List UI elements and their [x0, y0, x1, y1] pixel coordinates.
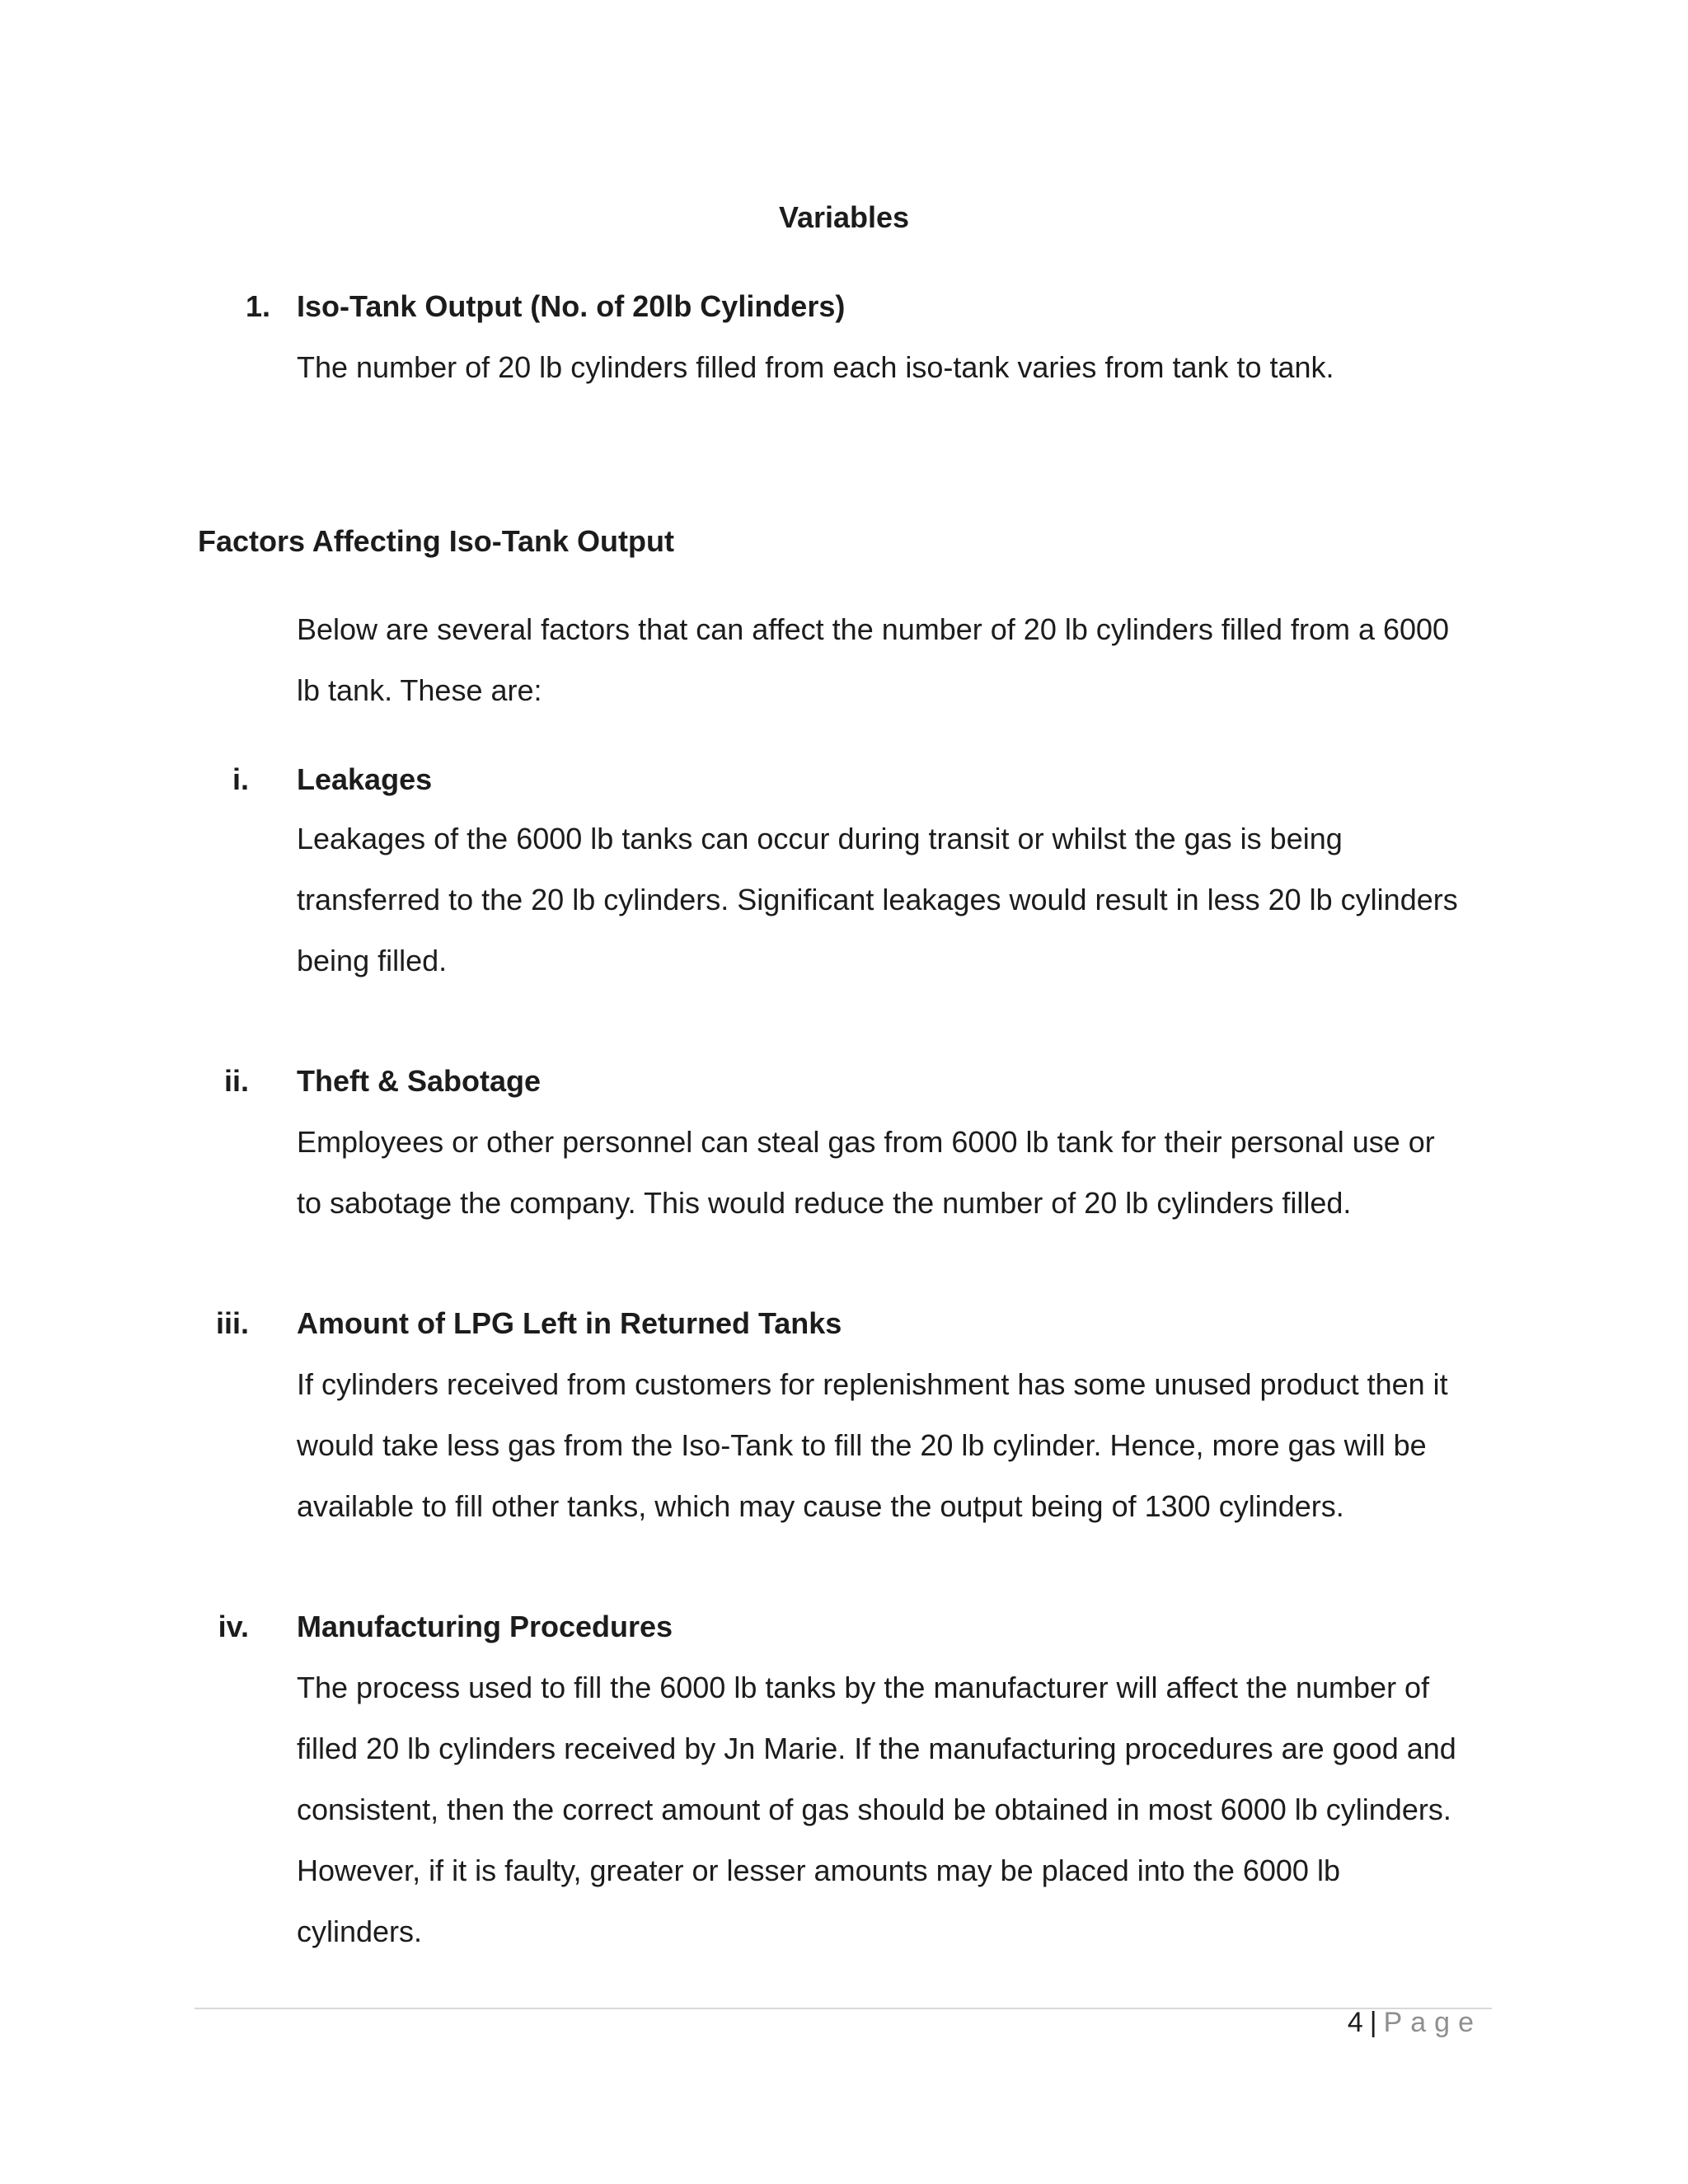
factor-text-line: consistent, then the correct amount of gas should be obtained in most 6000 lb cylinders. — [297, 1793, 1451, 1826]
page-label: Page — [1383, 2007, 1482, 2038]
page-footer — [1348, 2004, 1482, 2041]
variable-number: 1. — [245, 289, 270, 323]
footer-separator: | — [1369, 2007, 1377, 2038]
factor-text-line: transferred to the 20 lb cylinders. Significant leakages would result in less 20 lb cylinders — [297, 883, 1458, 916]
list-marker: i. — [232, 762, 249, 796]
factor-text-line: If cylinders received from customers for replenishment has some unused product then it — [297, 1367, 1448, 1401]
factor-text-line: being filled. — [297, 944, 448, 977]
variable-description: The number of 20 lb cylinders filled from each iso-tank varies from tank to tank. — [297, 350, 1334, 384]
section-heading: Factors Affecting Iso-Tank Output — [198, 524, 675, 558]
factor-text-line: Leakages of the 6000 lb tanks can occur during transit or whilst the gas is being — [297, 822, 1343, 855]
factor-text-line: However, if it is faulty, greater or lesser amounts may be placed into the 6000 lb — [297, 1854, 1340, 1887]
factor-text-line: cylinders. — [297, 1915, 423, 1948]
factor-text-line: available to fill other tanks, which may cause the output being of 1300 cylinders. — [297, 1489, 1344, 1523]
list-marker: iv. — [218, 1610, 249, 1643]
factor-text-line: The process used to fill the 6000 lb tanks by the manufacturer will affect the number of — [297, 1671, 1430, 1704]
page-title: Variables — [778, 200, 910, 234]
intro-line: lb tank. These are: — [297, 673, 542, 707]
list-marker: iii. — [215, 1306, 249, 1340]
factor-heading: Manufacturing Procedures — [297, 1610, 673, 1643]
intro-line: Below are several factors that can affect the number of 20 lb cylinders filled from a 6000 — [297, 612, 1450, 646]
variable-heading: Iso-Tank Output (No. of 20lb Cylinders) — [297, 289, 846, 323]
factor-text-line: to sabotage the company. This would reduce the number of 20 lb cylinders filled. — [297, 1186, 1352, 1220]
footer-divider — [195, 2008, 1492, 2009]
factor-heading: Leakages — [297, 762, 433, 796]
factor-heading: Theft & Sabotage — [297, 1064, 542, 1098]
factor-text-line: Employees or other personnel can steal gas from 6000 lb tank for their personal use or — [297, 1125, 1435, 1159]
page-number: 4 — [1347, 2007, 1363, 2038]
factor-text-line: would take less gas from the Iso-Tank to fill the 20 lb cylinder. Hence, more gas will be — [297, 1428, 1427, 1462]
factor-heading: Amount of LPG Left in Returned Tanks — [297, 1306, 842, 1340]
list-marker: ii. — [223, 1064, 249, 1098]
factor-text-line: filled 20 lb cylinders received by Jn Marie. If the manufacturing procedures are good and — [297, 1732, 1456, 1765]
